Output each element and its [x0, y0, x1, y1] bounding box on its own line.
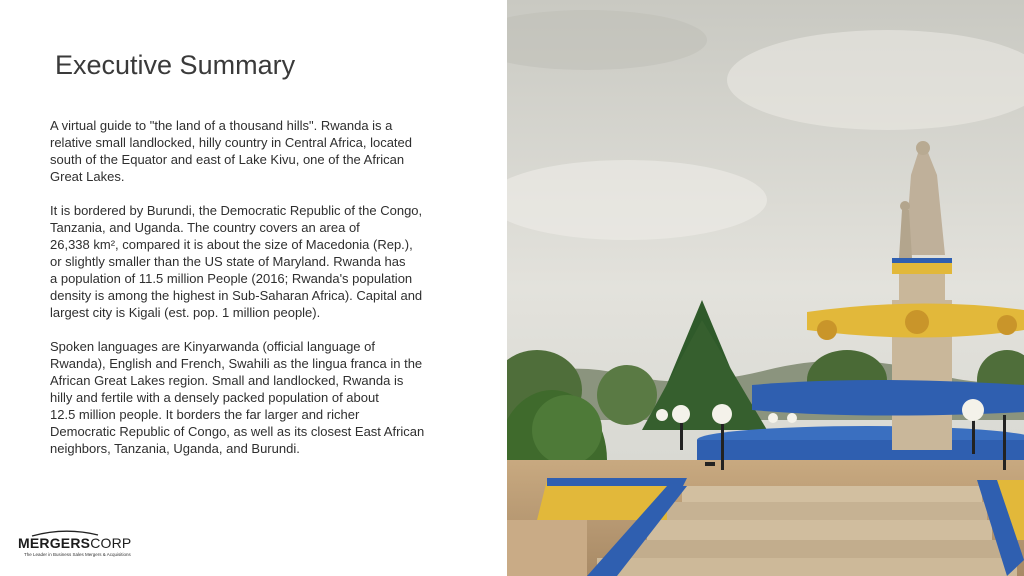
- fountain-statue-photo: [507, 0, 1024, 576]
- text-line: density is among the highest in Sub-Saharan Africa). Capital and: [50, 288, 423, 303]
- text-line: African Great Lakes region. Small and landlocked, Rwanda is: [50, 373, 404, 388]
- text-line: or slightly smaller than the US state of Maryland. Rwanda has: [50, 254, 406, 269]
- text-line: Tanzania, and Uganda. The country covers an area of: [50, 220, 360, 235]
- text-line: It is bordered by Burundi, the Democratic Republic of the Congo,: [50, 203, 423, 218]
- paragraph-intro: [50, 117, 470, 185]
- text-line: neighbors, Tanzania, Uganda, and Burundi.: [50, 441, 300, 456]
- text-line: 26,338 km², compared it is about the size of Macedonia (Rep.),: [50, 237, 413, 252]
- text-line: south of the Equator and east of Lake Kivu, one of the African: [50, 152, 405, 167]
- page-title: Executive Summary: [55, 50, 296, 80]
- text-line: A virtual guide to "the land of a thousand hills". Rwanda is a: [50, 118, 393, 133]
- paragraph-borders: [50, 202, 470, 321]
- summary-body: [50, 117, 470, 474]
- text-line: Spoken languages are Kinyarwanda (official language of: [50, 339, 375, 354]
- logo-wordmark-bold: MERGERS: [18, 535, 91, 551]
- company-logo: [18, 529, 138, 561]
- text-line: hilly and fertile with a densely packed population of about: [50, 390, 379, 405]
- logo-wordmark: [18, 535, 131, 551]
- text-line: relative small landlocked, hilly country in Central Africa, located: [50, 135, 413, 150]
- text-line: 12.5 million people. It borders the far larger and richer: [50, 407, 360, 422]
- text-line: Democratic Republic of Congo, as well as its closest East African: [50, 424, 425, 439]
- text-line: Rwanda), English and French, Swahili as the lingua franca in the: [50, 356, 423, 371]
- logo-tagline: The Leader in Business Sales Mergers & Acquisitions: [24, 552, 131, 557]
- logo-wordmark-light: CORP: [90, 535, 132, 551]
- text-line: Great Lakes.: [50, 169, 125, 184]
- text-line: largest city is Kigali (est. pop. 1 million people).: [50, 305, 321, 320]
- paragraph-languages: [50, 338, 470, 457]
- text-line: a population of 11.5 million People (2016; Rwanda's population: [50, 271, 413, 286]
